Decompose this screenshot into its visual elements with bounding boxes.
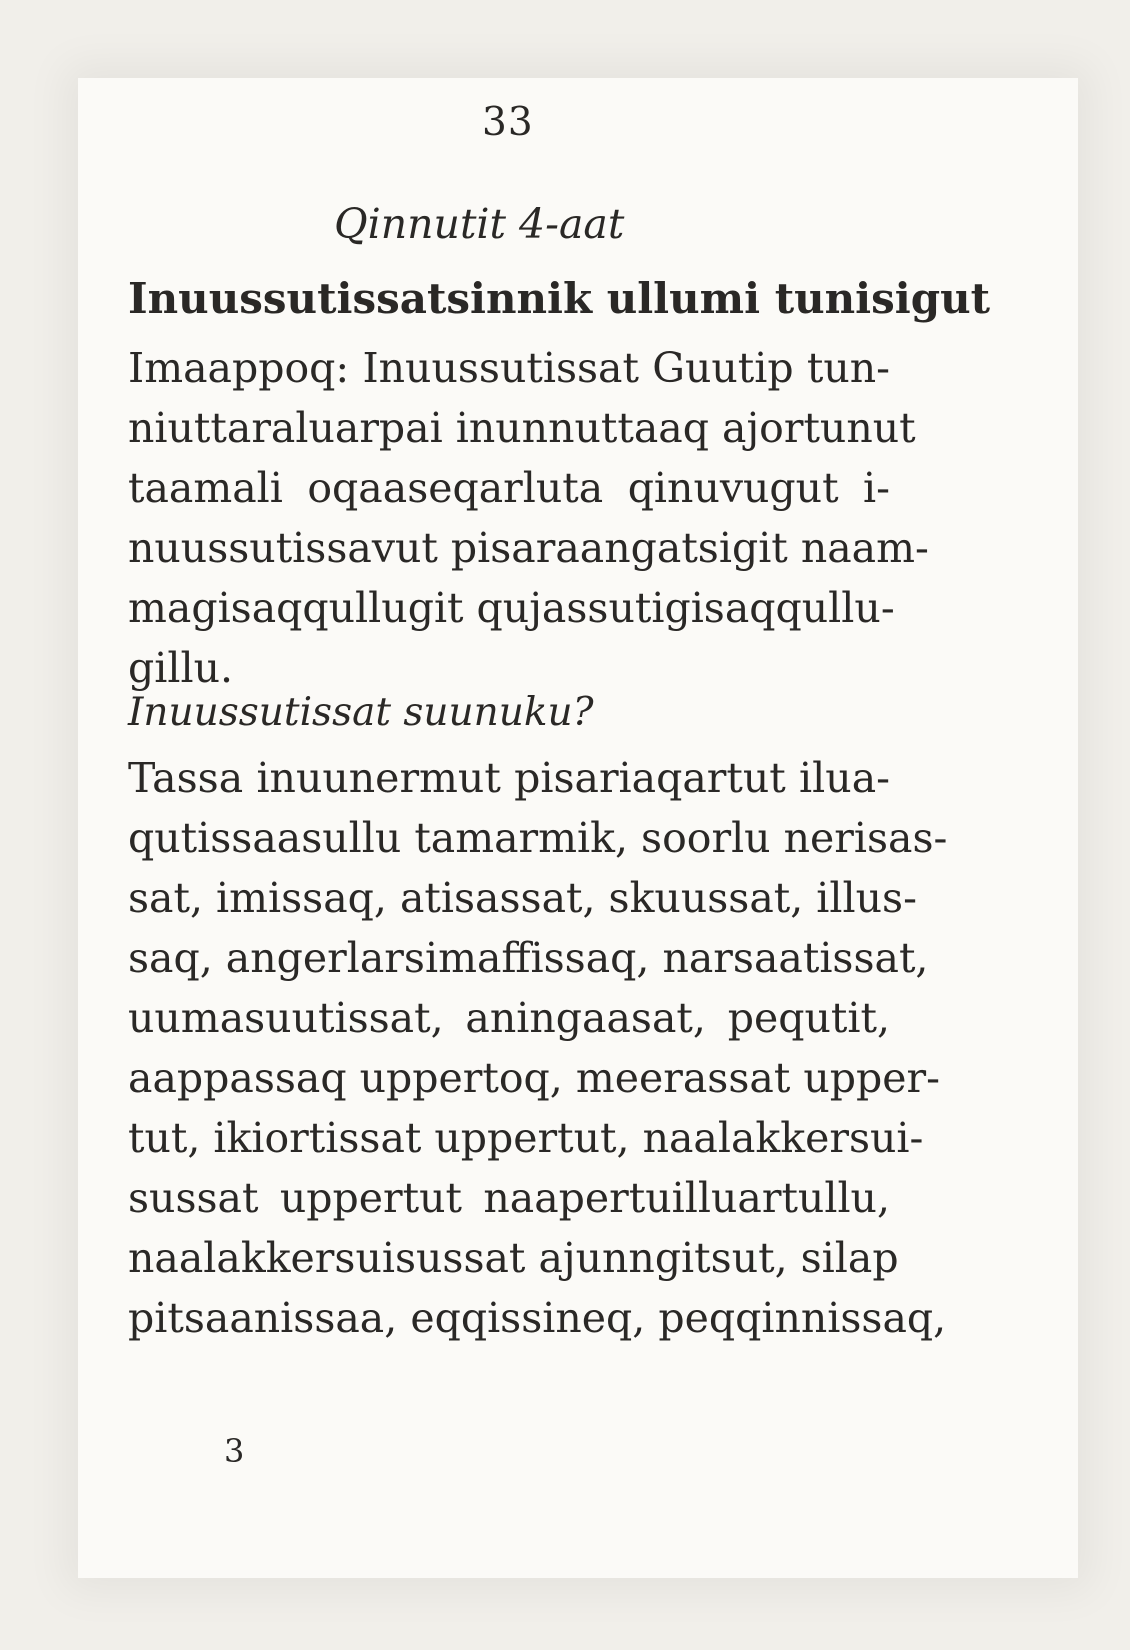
paragraph-1-line: Imaappoq: Inuussutissat Guutip tun-	[128, 344, 890, 392]
paragraph-1-line: gillu.	[128, 644, 234, 692]
paragraph-2-line: pitsaanissaa, eqqissineq, peqqinnissaq,	[128, 1294, 947, 1342]
page-number: 33	[482, 100, 534, 145]
section-heading: Inuussutissatsinnik ullumi tunisigut	[128, 274, 991, 323]
paragraph-1-line: magisaqqullugit qujassutigisaqqullu-	[128, 584, 895, 632]
paragraph-2-line: Tassa inuunermut pisariaqartut ilua-	[128, 754, 890, 802]
paragraph-2	[128, 748, 948, 1348]
paragraph-1-line: taamali oqaaseqarluta qinuvugut i-	[128, 464, 890, 512]
paragraph-2-line: uumasuutissat, aningaasat, pequtit,	[128, 994, 890, 1042]
paragraph-2-line: sat, imissaq, atisassat, skuussat, illus-	[128, 874, 917, 922]
paragraph-2-line: naalakkersuisussat ajunngitsut, silap	[128, 1234, 899, 1282]
paragraph-2-line: aappassaq uppertoq, meerassat upper-	[128, 1054, 940, 1102]
chapter-title: Qinnutit 4-aat	[334, 200, 625, 248]
signature-mark: 3	[224, 1432, 245, 1470]
paragraph-2-line: tut, ikiortissat uppertut, naalakkersui-	[128, 1114, 924, 1162]
paragraph-1	[128, 338, 929, 698]
paragraph-1-line: nuussutissavut pisaraangatsigit naam-	[128, 524, 929, 572]
paragraph-2-line: qutissaasullu tamarmik, soorlu nerisas-	[128, 814, 948, 862]
paragraph-2-line: sussat uppertut naapertuilluartullu,	[128, 1174, 890, 1222]
paragraph-2-line: saq, angerlarsimaffissaq, narsaatissat,	[128, 934, 929, 982]
paragraph-1-line: niuttaraluarpai inunnuttaaq ajortunut	[128, 404, 916, 452]
subheading: Inuussutissat suunuku?	[128, 690, 594, 735]
